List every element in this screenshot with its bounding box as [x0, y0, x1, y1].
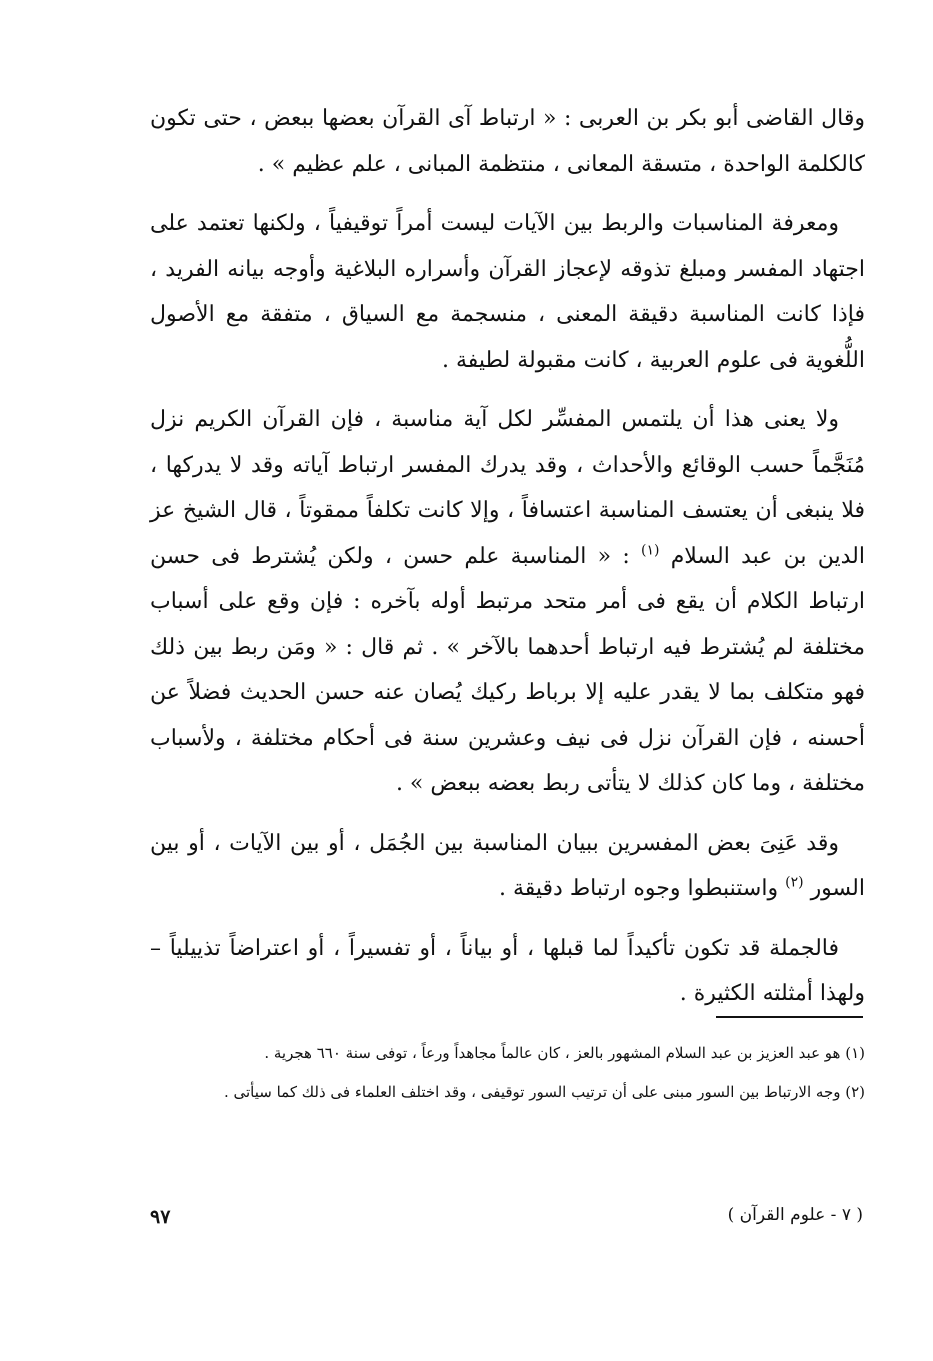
paragraph-text: : « المناسبة علم حسن ، ولكن يُشترط فى حسن ارتباط الكلام أن يقع فى أمر متحد مرتبط أوله بآخره : فإن وقع على أسباب مختلفة لم يُشترط فيه ارتباط أحدهما بالآخر » . ثم قال : « ومَن ربط بين ذلك فهو متكلف بما لا يقدر عليه إلا برباط ركيك يُصان عنه حسن الحديث فضلاً عن أحسنه ، فإن القرآن نزل فى نيف وعشرين سنة فى أحكام مختلفة ، ولأسباب مختلفة ، وما كان كذلك لا يتأتى ربط بعضه ببعض » .	[150, 543, 865, 796]
footnote-divider	[716, 1016, 863, 1018]
footnote-marker: (١)	[640, 542, 660, 559]
footer-label: ( ٧ - علوم القرآن )	[727, 1205, 863, 1225]
main-text	[150, 96, 865, 1031]
footnote: (١) هو عبد العزيز بن عبد السلام المشهور بالعز ، كان عالماً مجاهداً ورعاً ، توفى سنة ٦٦٠ هجرية .	[264, 1044, 865, 1062]
page-number: ٩٧	[150, 1206, 171, 1228]
paragraph-text: ولا يعنى هذا أن يلتمس المفسِّر لكل آية مناسبة ، فإن القرآن الكريم نزل مُنَجَّماً حسب الوقائع والأحداث ، وقد يدرك المفسر ارتباط آياته وقد لا يدركها ، فلا ينبغى أن يعتسف المناسبة اعتسافاً ، وإلا كانت تكلفاً ممقوتاً ، قال الشيخ عز الدين بن عبد السلام	[150, 407, 865, 569]
paragraph: وقال القاضى أبو بكر بن العربى : « ارتباط آى القرآن بعضها ببعض ، حتى تكون كالكلمة الواحدة ، متسقة المعانى ، منتظمة المبانى ، علم عظيم » .	[150, 106, 865, 177]
paragraph: فالجملة قد تكون تأكيداً لما قبلها ، أو بياناً ، أو تفسيراً ، أو اعتراضاً تذييلياً – ولهذا أمثلته الكثيرة .	[150, 935, 865, 1006]
footnote: (٢) وجه الارتباط بين السور مبنى على أن ترتيب السور توقيفى ، وقد اختلف العلماء فى ذلك كما سيأتى .	[223, 1083, 865, 1101]
footnote-marker: (٢)	[785, 874, 804, 891]
footnotes	[150, 1038, 865, 1116]
paragraph	[150, 821, 865, 912]
paragraph-text: واستنبطوا وجوه ارتباط دقيقة .	[498, 876, 779, 901]
paragraph	[150, 397, 865, 807]
paragraph-text: وقد عَنِىَ بعض المفسرين ببيان المناسبة بين الجُمَل ، أو بين الآيات ، أو بين السور	[150, 830, 865, 901]
paragraph: ومعرفة المناسبات والربط بين الآيات ليست أمراً توقيفياً ، ولكنها تعتمد على اجتهاد المفسر ومبلغ تذوقه لإعجاز القرآن وأسراره البلاغية وأوجه بيانه الفريد ، فإذا كانت المناسبة دقيقة المعنى ، منسجمة مع السياق ، متفقة مع الأصول اللُّغوية فى علوم العربية ، كانت مقبولة لطيفة .	[150, 211, 865, 373]
